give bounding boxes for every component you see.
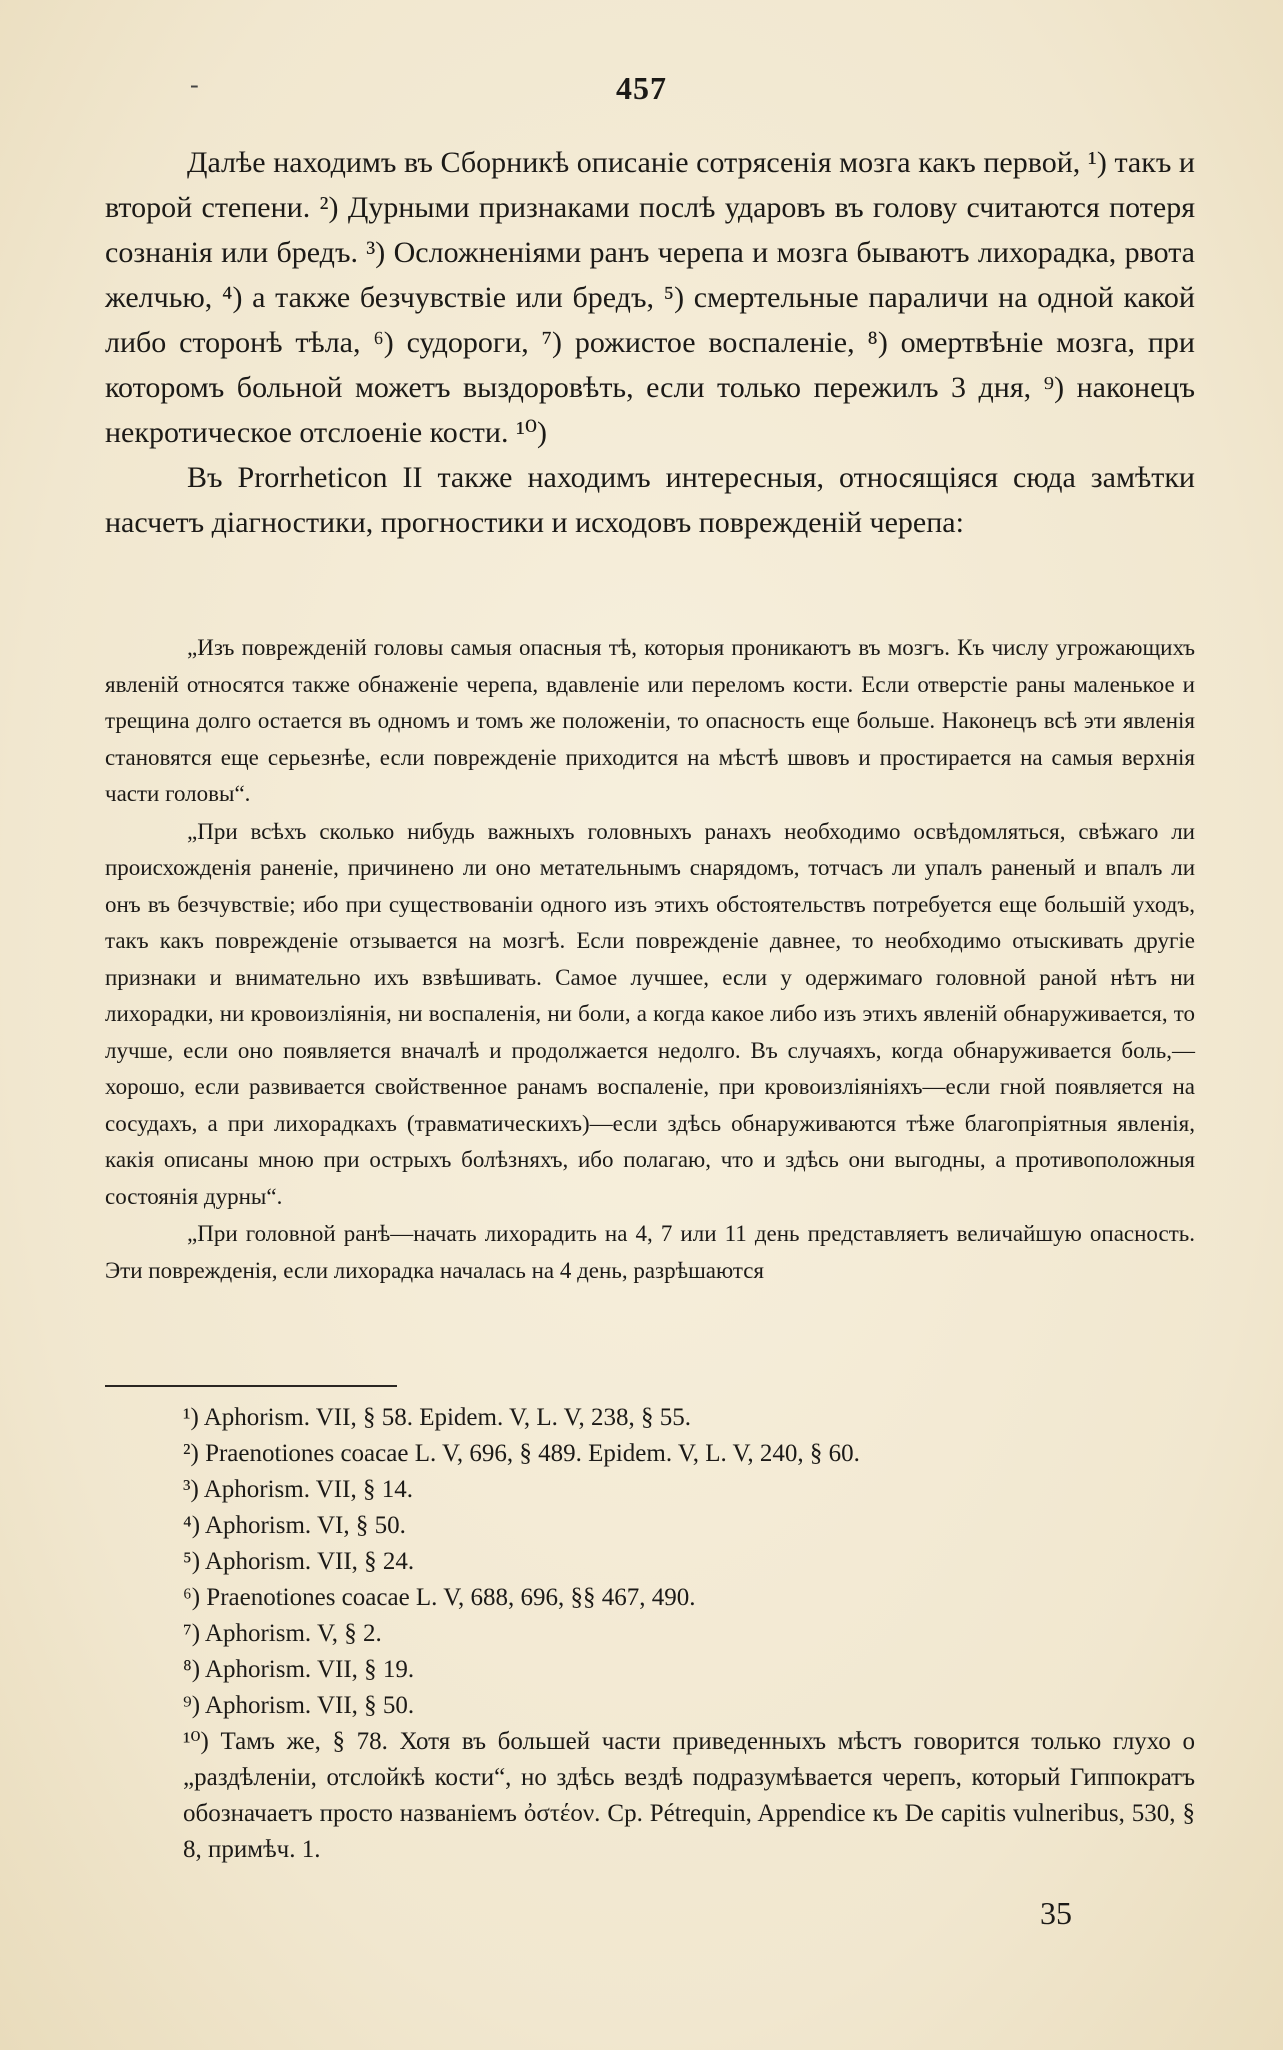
footnote-1: ¹) Aphorism. VII, § 58. Epidem. V, L. V, 238, § 55. <box>183 1404 691 1431</box>
footnote-8: ⁸) Aphorism. VII, § 19. <box>183 1656 415 1683</box>
footnote-2: ²) Praenotiones coacae L. V, 696, § 489. Epidem. V, L. V, 240, § 60. <box>183 1440 860 1467</box>
footnote-3: ³) Aphorism. VII, § 14. <box>183 1476 413 1503</box>
footnotes <box>105 1400 1195 1868</box>
footnote-6: ⁶) Praenotiones coacae L. V, 688, 696, §§ 467, 490. <box>183 1584 696 1611</box>
paragraph-2: Въ Prorrheticon II также находимъ интересныя, относящіяся сюда замѣтки насчетъ діагностики, прогностики и исходовъ поврежденій черепа: <box>105 461 1195 539</box>
footnote-4: ⁴) Aphorism. VI, § 50. <box>183 1512 406 1539</box>
footnote-separator <box>105 1385 397 1387</box>
footnote-7: ⁷) Aphorism. V, § 2. <box>183 1620 382 1647</box>
quote-2: „При всѣхъ сколько нибудь важныхъ головныхъ ранахъ необходимо освѣдомляться, свѣжаго ли происхожденія раненіе, причинено ли оно метательнымъ снарядомъ, тотчасъ ли упалъ раненый и впалъ ли онъ въ безчувствіе; ибо при существованіи одного изъ этихъ обстоятельствъ потребуется еще большій уходъ, такъ какъ поврежденіе отзывается на мозгѣ. Если поврежденіе давнее, то необходимо отыскивать другіе признаки и внимательно ихъ взвѣшивать. Самое лучшее, если у одержимаго головной раной нѣтъ ни лихорадки, ни кровоизліянія, ни воспаленія, ни боли, а когда какое либо изъ этихъ явленій обнаруживается, то лучше, если оно появляется вначалѣ и продолжается недолго. Въ случаяхъ, когда обнаруживается боль,—хорошо, если развивается свойственное ранамъ воспаленіе, при кровоизліяніяхъ—если гной появляется на сосудахъ, а при лихорадкахъ (травматическихъ)—если здѣсь обнаруживаются тѣже благопріятныя явленія, какія описаны мною при острыхъ болѣзняхъ, ибо полагаю, что и здѣсь они выгодны, а противоположныя состоянія дурны“. <box>105 818 1195 1209</box>
quoted-passages <box>105 630 1195 1290</box>
main-text <box>105 140 1195 545</box>
signature-mark: 35 <box>1040 1895 1072 1931</box>
footnote-10: ¹⁰) Тамъ же, § 78. Хотя въ большей части приведенныхъ мѣстъ говорится только глухо о „раздѣленіи, отслойкѣ кости“, но здѣсь вездѣ подразумѣвается черепъ, который Гиппократъ обозначаетъ просто названіемъ ὀστέον. Ср. Pétrequin, Appendice къ De capitis vulneribus, 530, § 8, примѣч. 1. <box>183 1728 1195 1863</box>
page-number: 457 <box>616 70 667 106</box>
header-dash: - <box>190 70 199 99</box>
footnote-5: ⁵) Aphorism. VII, § 24. <box>183 1548 415 1575</box>
paragraph-1: Далѣе находимъ въ Сборникѣ описаніе сотрясенія мозга какъ первой, ¹) такъ и второй степени. ²) Дурными признаками послѣ ударовъ въ голову считаются потеря сознанія или бредъ. ³) Осложненіями ранъ черепа и мозга бываютъ лихорадка, рвота желчью, ⁴) а также безчувствіе или бредъ, ⁵) смертельные параличи на одной какой либо сторонѣ тѣла, ⁶) судороги, ⁷) рожистое воспаленіе, ⁸) омертвѣніе мозга, при которомъ больной можетъ выздоровѣть, если только пережилъ 3 дня, ⁹) наконецъ некротическое отслоеніе кости. ¹⁰) <box>105 146 1195 449</box>
quote-3: „При головной ранѣ—начать лихорадить на 4, 7 или 11 день представляетъ величайшую опасность. Эти поврежденія, если лихорадка началась на 4 день, разрѣшаются <box>105 1221 1195 1283</box>
footnote-9: ⁹) Aphorism. VII, § 50. <box>183 1692 415 1719</box>
quote-1: „Изъ поврежденій головы самыя опасныя тѣ, которыя проникаютъ въ мозгъ. Къ числу угрожающихъ явленій относятся также обнаженіе черепа, вдавленіе или переломъ кости. Если отверстіе раны маленькое и трещина долго остается въ одномъ и томъ же положеніи, то опасность еще больше. Наконецъ всѣ эти явленія становятся еще серьезнѣе, если поврежденіе приходится на мѣстѣ швовъ и простирается на самыя верхнія части головы“. <box>105 635 1195 806</box>
